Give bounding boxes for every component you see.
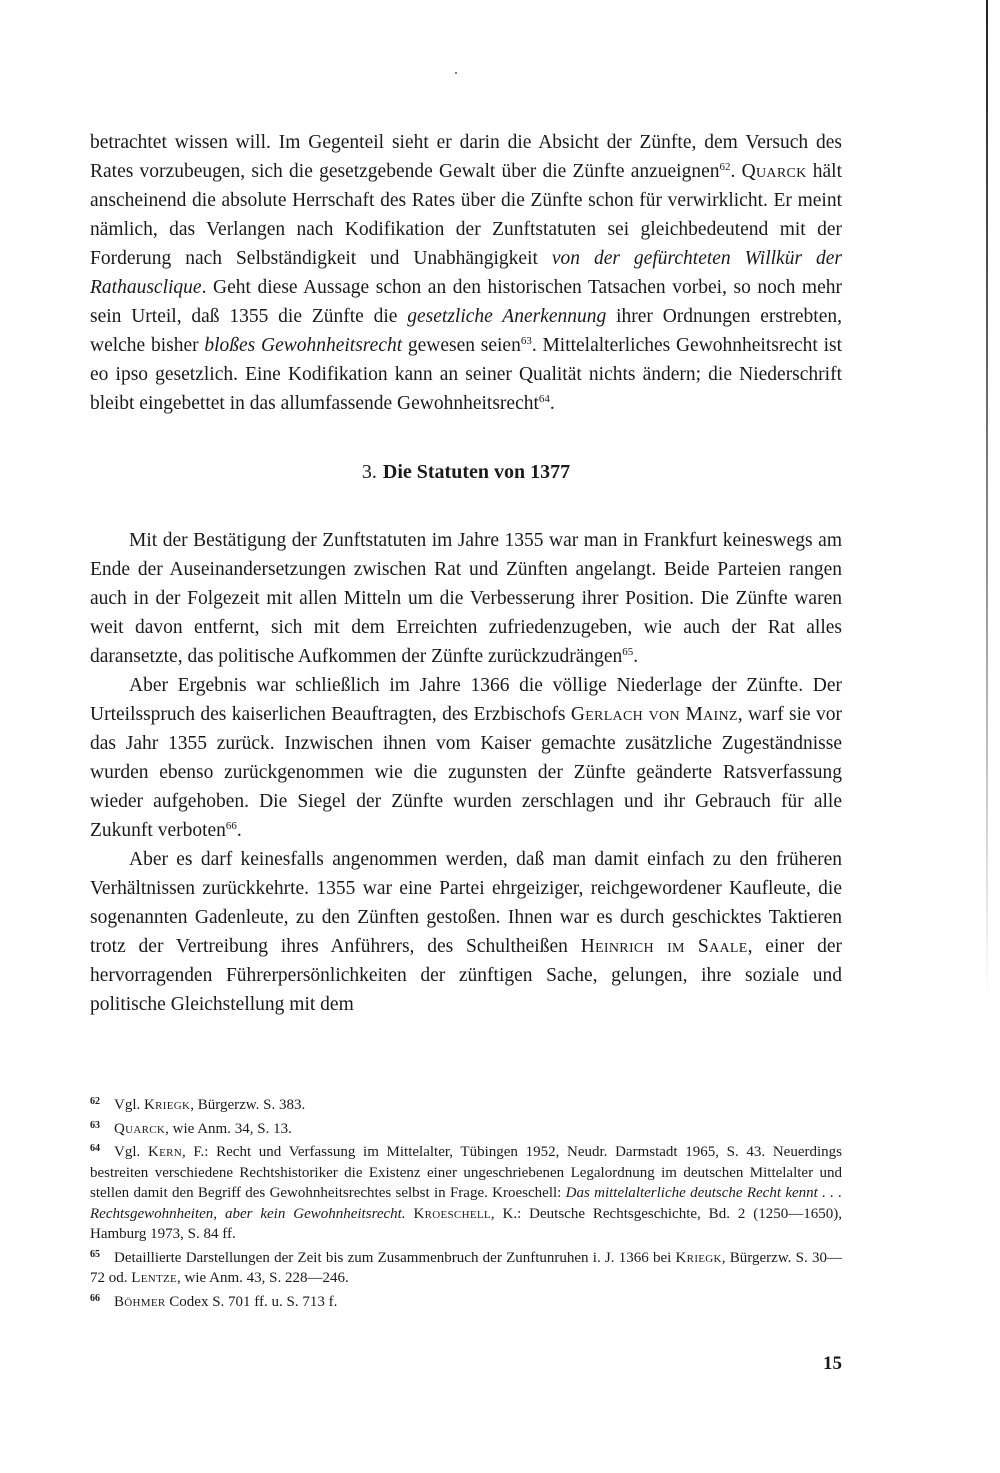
- paragraph-4: Aber es darf keinesfalls angenommen werden, daß man damit einfach zu den früheren Verhältnissen zurückkehrte. 1355 war eine Partei ehrgeiziger, reichgewordener Kaufleute, die sogenannten Gadenleute, zu den Zünften gestoßen. Ihnen war es durch geschicktes Taktieren trotz der Vertreibung ihres Anführers, des Schultheißen Heinrich im Saale, einer der hervorragenden Führerpersönlichkeiten der zünftigen Sache, gelungen, ihre soziale und politische Gleichstellung mit dem: [90, 849, 842, 1015]
- footnote-ref-64[interactable]: 64: [538, 393, 550, 405]
- section-number: 3.: [361, 461, 377, 483]
- page-number: 15: [823, 1353, 842, 1374]
- footnote-62: 62 Vgl. Kriegk, Bürgerzw. S. 383.: [90, 1096, 306, 1113]
- footnote-66: 66 Böhmer Codex S. 701 ff. u. S. 713 f.: [90, 1292, 338, 1310]
- person-gerlach: Gerlach von Mainz: [570, 704, 738, 725]
- paragraph-2: Mit der Bestätigung der Zunftstatuten im Jahre 1355 war man in Frankfurt keineswegs am Ende der Auseinandersetzungen zwischen Rat und Zünften angelangt. Beide Parteien rangen auch in der Folgezeit mit allen Mitteln um die Verbesserung ihrer Position. Die Zünfte waren weit davon entfernt, sich mit dem Erreichten zufriedenzugeben, wie auch der Rat alles daransetzte, das politische Aufkommen der Zünfte zurückzudrängen$^{65}$.: [90, 530, 842, 667]
- scan-edge-line: [986, 0, 988, 1000]
- footnote-ref-62[interactable]: 62: [719, 161, 731, 173]
- section-heading: [90, 458, 842, 486]
- footnotes: [90, 1092, 842, 1312]
- main-text: [90, 128, 842, 1019]
- footnote-63: 63 Quarck, wie Anm. 34, S. 13.: [90, 1119, 292, 1137]
- scan-speck: [455, 72, 457, 74]
- quote-italic-3: bloßes Gewohnheitsrecht: [204, 335, 403, 356]
- paragraph-1: betrachtet wissen will. Im Gegenteil sieht er darin die Absicht der Zünfte, dem Versuch des Rates vorzubeugen, sich die gesetzgebende Gewalt über die Zünfte anzueignen$^{62}$. Quarck hält anscheinend die absolute Herrschaft des Rates über die Zünfte schon für verwirklicht. Er meint nämlich, das Verlangen nach Kodifikation der Zunftstatuten sei gleichbedeutend mit der Forderung nach Selbständigkeit und Unabhängigkeit von der gefürchteten Willkür der Rathausclique. Geht diese Aussage schon an den historischen Tatsachen vorbei, so noch mehr sein Urteil, daß 1355 die Zünfte die gesetzliche Anerkennung ihrer Ordnungen erstrebten, welche bisher bloßes Gewohnheitsrecht gewesen seien$^{63}$. Mittelalterliches Gewohnheitsrecht ist eo ipso gesetzlich. Eine Kodifikation kann an seiner Qualität nichts ändern; die Niederschrift bleibt eingebettet in das allumfassende Gewohnheitsrecht$^{64}$.: [90, 132, 843, 414]
- footnote-64: 64 Vgl. Kern, F.: Recht und Verfassung im Mittelalter, Tübingen 1952, Neudr. Darmstadt 1965, S. 43. Neuerdings bestreiten verschiedene Rechtshistoriker die Existenz einer ungeschriebenen Legalordnung im deutschen Mittelalter und stellen damit den Begriff des Gewohnheitsrechtes selbst in Frage. Kroeschell: Das mittelalterliche deutsche Recht kennt . . . Rechtsgewohnheiten, aber kein Gewohnheitsrecht. Kroeschell, K.: Deutsche Rechtsgeschichte, Bd. 2 (1250—1650), Hamburg 1973, S. 84 ff.: [90, 1143, 843, 1242]
- footnote-65: 65 Detaillierte Darstellungen der Zeit bis zum Zusammenbruch der Zunftunruhen i. J. 1366 bei Kriegk, Bürgerzw. S. 30—72 od. Lentze, wie Anm. 43, S. 228—246.: [90, 1248, 842, 1286]
- footnote-ref-65[interactable]: 65: [622, 646, 634, 658]
- quote-italic-2: gesetzliche Anerkennung: [407, 306, 607, 327]
- footnote-ref-63[interactable]: 63: [520, 335, 532, 347]
- author-quarck: Quarck: [741, 161, 807, 182]
- footnote-ref-66[interactable]: 66: [225, 820, 237, 832]
- quote-italic-1: von der gefürchteten Willkür der Rathausclique: [90, 248, 842, 298]
- section-title: Die Statuten von 1377: [382, 461, 571, 483]
- person-heinrich: Heinrich im Saale: [580, 936, 748, 957]
- paragraph-3: Aber Ergebnis war schließlich im Jahre 1366 die völlige Niederlage der Zünfte. Der Urteilsspruch des kaiserlichen Beauftragten, des Erzbischofs Gerlach von Mainz, warf sie vor das Jahr 1355 zurück. Inzwischen ihnen vom Kaiser gemachte zusätzliche Zugeständnisse wurden ebenso zurückgenommen wie die zugunsten der Zünfte geänderte Ratsverfassung wieder aufgehoben. Die Siegel der Zünfte wurden zerschlagen und ihr Gebrauch für alle Zukunft verboten$^{66}$.: [90, 675, 842, 841]
